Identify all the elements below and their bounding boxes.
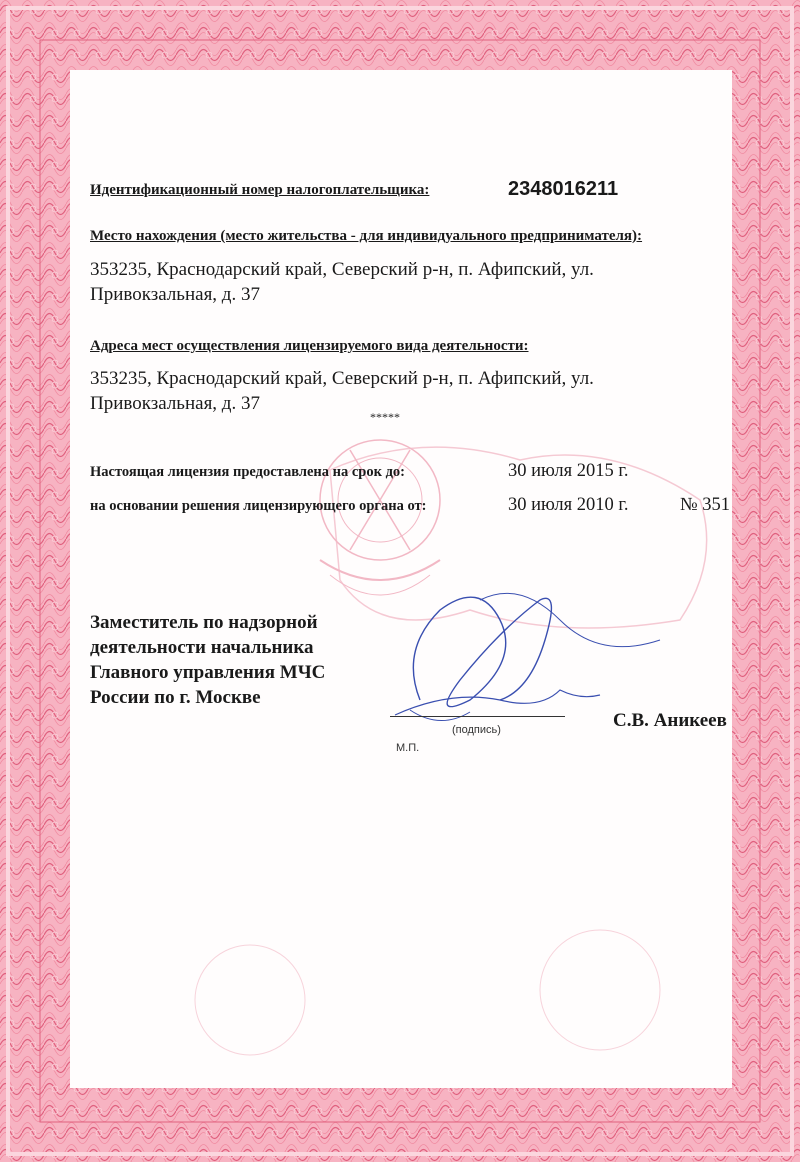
signature-caption: (подпись): [452, 724, 501, 736]
signatory-name: С.В. Аникеев: [613, 710, 727, 731]
inn-value: 2348016211: [508, 178, 619, 200]
inn-label: Идентификационный номер налогоплательщика:: [90, 182, 430, 198]
signature-line: [390, 716, 565, 717]
signatory-position-line-2: деятельности начальника: [90, 637, 314, 658]
location-label: Место нахождения (место жительства - для индивидуального предпринимателя):: [90, 228, 643, 244]
decision-label: на основании решения лицензирующего органа от:: [90, 498, 427, 514]
decision-date: 30 июля 2010 г.: [508, 495, 629, 515]
activity-addresses-label: Адреса мест осуществления лицензируемого вида деятельности:: [90, 338, 529, 354]
signatory-position-line-3: Главного управления МЧС: [90, 662, 326, 683]
signatory-position-line-1: Заместитель по надзорной: [90, 612, 318, 633]
term-value: 30 июля 2015 г.: [508, 461, 629, 481]
decision-number: № 351: [680, 495, 731, 515]
separator: *****: [370, 410, 400, 424]
location-value: 353235, Краснодарский край, Северский р-н, п. Афипский, ул. Привокзальная, д. 37: [90, 259, 594, 305]
seal-caption: М.П.: [396, 742, 420, 754]
term-label: Настоящая лицензия предоставлена на срок до:: [90, 464, 406, 480]
activity-addresses-value: 353235, Краснодарский край, Северский р-н, п. Афипский, ул. Привокзальная, д. 37: [90, 368, 594, 414]
signatory-position-line-4: России по г. Москве: [90, 687, 261, 708]
